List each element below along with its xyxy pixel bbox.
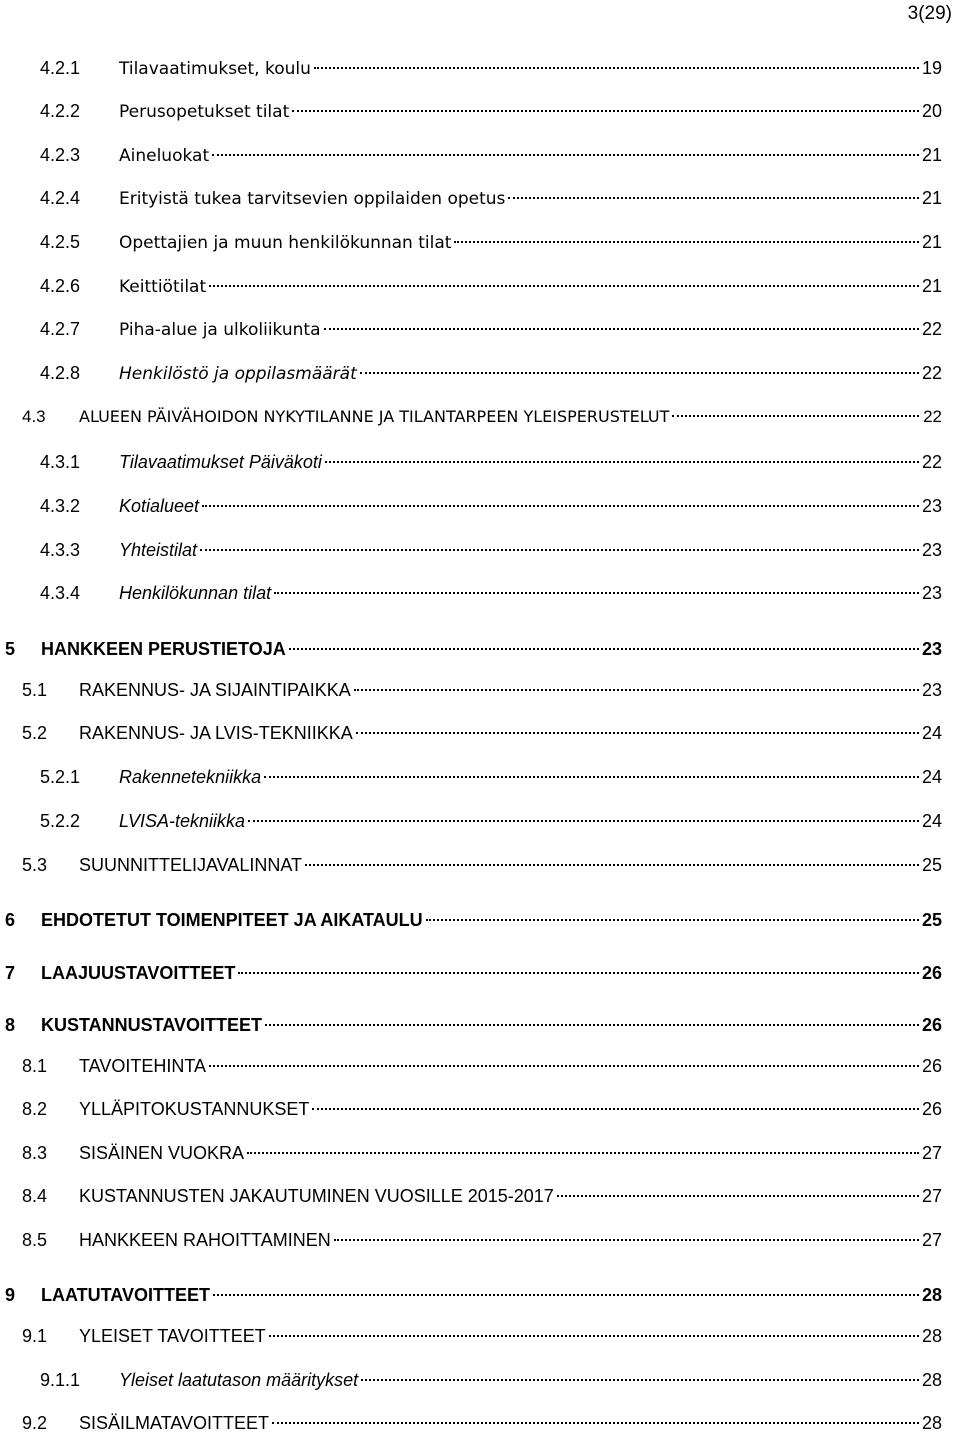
toc-title: Aineluokat [119, 146, 210, 166]
toc-entry-8-3[interactable] [22, 1140, 942, 1166]
toc-page-number: 22 [921, 319, 942, 339]
toc-page-number: 24 [921, 811, 942, 831]
toc-number: 4.3.1 [40, 452, 81, 472]
toc-title: Henkilöstö ja oppilasmäärät [119, 364, 357, 384]
toc-title: Tilavaatimukset Päiväkoti [119, 452, 322, 472]
toc-title: Yleiset laatutason määritykset [119, 1370, 359, 1390]
dot-leader [324, 328, 919, 330]
toc-page-number: 21 [921, 188, 942, 208]
dot-leader [272, 1422, 919, 1424]
toc-page-number: 21 [921, 276, 942, 296]
toc-page-number: 25 [921, 910, 942, 930]
toc-title: KUSTANNUSTAVOITTEET [41, 1015, 262, 1035]
toc-title: Perusopetukset tilat [119, 102, 290, 122]
toc-number: 4.2.3 [40, 145, 81, 165]
toc-entry-4-2-1[interactable] [40, 55, 942, 81]
toc-title: Erityistä tukea tarvitsevien oppilaiden opetus [119, 189, 506, 209]
dot-leader [672, 415, 919, 417]
toc-entry-4-2-8[interactable] [40, 360, 942, 386]
toc-title: TAVOITEHINTA [79, 1056, 207, 1076]
toc-entry-8[interactable] [5, 1012, 942, 1038]
page-number: 3(29) [907, 3, 952, 24]
toc-number: 9.1.1 [40, 1370, 81, 1390]
toc-entry-4-2-4[interactable] [40, 185, 942, 211]
dot-leader [238, 972, 919, 974]
dot-leader [354, 689, 919, 691]
dot-leader [200, 549, 919, 551]
toc-title: Tilavaatimukset, koulu [119, 59, 311, 79]
toc-page-number: 21 [921, 232, 942, 252]
toc-title: Yhteistilat [119, 540, 198, 560]
toc-entry-4-2-7[interactable] [40, 316, 942, 342]
dot-leader [361, 1379, 919, 1381]
toc-number: 9.2 [22, 1413, 48, 1433]
toc-entry-4-2-3[interactable] [40, 142, 942, 168]
dot-leader [334, 1239, 919, 1241]
dot-leader [325, 461, 919, 463]
toc-entry-5[interactable] [5, 636, 942, 662]
toc-title: RAKENNUS- JA LVIS-TEKNIIKKA [79, 723, 353, 743]
toc-number: 7 [5, 963, 16, 983]
toc-title: SISÄILMATAVOITTEET [79, 1413, 270, 1433]
toc-entry-4-2-5[interactable] [40, 229, 942, 255]
toc-entry-9-2[interactable] [22, 1410, 942, 1436]
toc-title: Henkilökunnan tilat [119, 583, 272, 603]
toc-title: SUUNNITTELIJAVALINNAT [79, 855, 303, 875]
dot-leader [292, 110, 919, 112]
toc-page-number: 28 [921, 1370, 942, 1390]
toc-number: 8.3 [22, 1143, 48, 1163]
toc-number: 5.1 [22, 680, 48, 700]
toc-number: 8.1 [22, 1056, 48, 1076]
toc-page-number: 23 [921, 540, 942, 560]
toc-number: 9.1 [22, 1326, 48, 1346]
dot-leader [265, 1024, 919, 1026]
toc-number: 4.2.4 [40, 188, 81, 208]
toc-page-number: 28 [921, 1413, 942, 1433]
toc-entry-4-2-6[interactable] [40, 273, 942, 299]
toc-title: HANKKEEN PERUSTIETOJA [41, 639, 286, 659]
toc-title: Opettajien ja muun henkilökunnan tilat [119, 233, 452, 253]
toc-title: LVISA-tekniikka [119, 811, 246, 831]
toc-page-number: 28 [921, 1326, 942, 1346]
toc-page-number: 23 [921, 583, 942, 603]
toc-number: 8.5 [22, 1230, 48, 1250]
toc-entry-9-1-1[interactable] [40, 1367, 942, 1393]
dot-leader [213, 1294, 919, 1296]
dot-leader [312, 1108, 919, 1110]
toc-page-number: 23 [921, 496, 942, 516]
toc-number: 9 [5, 1285, 16, 1305]
toc-number: 4.2.1 [40, 58, 81, 78]
toc-number: 4.2.6 [40, 276, 81, 296]
toc-number: 5.3 [22, 855, 48, 875]
toc-entry-8-4[interactable] [22, 1183, 942, 1209]
toc-page-number: 26 [921, 1015, 942, 1035]
dot-leader [314, 67, 919, 69]
toc-page-number: 26 [921, 1099, 942, 1119]
toc-title: Piha-alue ja ulkoliikunta [119, 320, 321, 340]
toc-entry-4-3-1[interactable] [40, 449, 942, 475]
toc-number: 6 [5, 910, 16, 930]
toc-entry-9-1[interactable] [22, 1323, 942, 1349]
toc-page-number: 26 [921, 1056, 942, 1076]
toc-number: 5 [5, 639, 16, 659]
toc-entry-7[interactable] [5, 960, 942, 986]
toc-entry-9[interactable] [5, 1282, 942, 1308]
toc-entry-5-2-1[interactable] [40, 764, 942, 790]
toc-title: ALUEEN PÄIVÄHOIDON NYKYTILANNE JA TILANTARPEEN YLEISPERUSTELUT [79, 407, 670, 426]
dot-leader [269, 1335, 919, 1337]
toc-title: KUSTANNUSTEN JAKAUTUMINEN VUOSILLE 2015-2017 [79, 1186, 554, 1206]
dot-leader [247, 1152, 919, 1154]
toc-page-number: 22 [923, 407, 942, 426]
toc-title: LAAJUUSTAVOITTEET [41, 963, 236, 983]
toc-title: RAKENNUS- JA SIJAINTIPAIKKA [79, 680, 351, 700]
toc-entry-4-3[interactable] [22, 404, 942, 430]
dot-leader [454, 241, 919, 243]
dot-leader [212, 154, 919, 156]
dot-leader [209, 1065, 919, 1067]
toc-page-number: 21 [921, 145, 942, 165]
toc-number: 4.3.2 [40, 496, 81, 516]
toc-entry-4-3-2[interactable] [40, 493, 942, 519]
toc-entry-8-5[interactable] [22, 1227, 942, 1253]
toc-entry-5-3[interactable] [22, 852, 942, 878]
toc-entry-4-3-3[interactable] [40, 537, 942, 563]
dot-leader [360, 372, 919, 374]
toc-entry-8-1[interactable] [22, 1053, 942, 1079]
dot-leader [508, 197, 919, 199]
toc-title: HANKKEEN RAHOITTAMINEN [79, 1230, 331, 1250]
dot-leader [356, 732, 919, 734]
toc-title: SISÄINEN VUOKRA [79, 1143, 245, 1163]
toc-number: 5.2.1 [40, 767, 81, 787]
toc-number: 4.2.2 [40, 101, 81, 121]
toc-title: Rakennetekniikka [119, 767, 262, 787]
dot-leader [248, 820, 919, 822]
toc-number: 5.2.2 [40, 811, 81, 831]
toc-title: Kotialueet [119, 496, 200, 516]
toc-page-number: 27 [921, 1186, 942, 1206]
toc-number: 4.2.5 [40, 232, 81, 252]
toc-title: YLLÄPITOKUSTANNUKSET [79, 1099, 310, 1119]
toc-number: 8.2 [22, 1099, 48, 1119]
toc-number: 8 [5, 1015, 16, 1035]
toc-entry-4-3-4[interactable] [40, 580, 942, 606]
toc-entry-4-2-2[interactable] [40, 98, 942, 124]
toc-page-number: 24 [921, 723, 942, 743]
dot-leader [289, 648, 919, 650]
toc-page-number: 24 [921, 767, 942, 787]
dot-leader [426, 919, 919, 921]
dot-leader [305, 864, 919, 866]
toc-entry-5-2-2[interactable] [40, 808, 942, 834]
toc-page-number: 22 [921, 452, 942, 472]
toc-entry-6[interactable] [5, 907, 942, 933]
dot-leader [264, 776, 919, 778]
toc-title: EHDOTETUT TOIMENPITEET JA AIKATAULU [41, 910, 423, 930]
toc-entry-5-1[interactable] [22, 677, 942, 703]
toc-page-number: 26 [921, 963, 942, 983]
toc-title: YLEISET TAVOITTEET [79, 1326, 266, 1346]
toc-title: LAATUTAVOITTEET [41, 1285, 210, 1305]
dot-leader [209, 285, 919, 287]
toc-page-number: 28 [921, 1285, 942, 1305]
toc-number: 5.2 [22, 723, 48, 743]
toc-page-number: 22 [921, 363, 942, 383]
toc-number: 4.3.3 [40, 540, 81, 560]
toc-number: 8.4 [22, 1186, 48, 1206]
toc-number: 4.3.4 [40, 583, 81, 603]
dot-leader [557, 1195, 919, 1197]
dot-leader [202, 505, 919, 507]
dot-leader [274, 592, 919, 594]
toc-title: Keittiötilat [119, 277, 207, 297]
toc-page-number: 25 [921, 855, 942, 875]
toc-page-number: 23 [921, 680, 942, 700]
toc-page-number: 23 [921, 639, 942, 659]
toc-number: 4.2.7 [40, 319, 81, 339]
toc-number: 4.2.8 [40, 363, 81, 383]
toc-page-number: 27 [921, 1143, 942, 1163]
toc-page-number: 20 [921, 101, 942, 121]
toc-number: 4.3 [22, 407, 46, 426]
toc-entry-5-2[interactable] [22, 720, 942, 746]
toc-page-number: 19 [921, 58, 942, 78]
toc-page-number: 27 [921, 1230, 942, 1250]
toc-entry-8-2[interactable] [22, 1096, 942, 1122]
